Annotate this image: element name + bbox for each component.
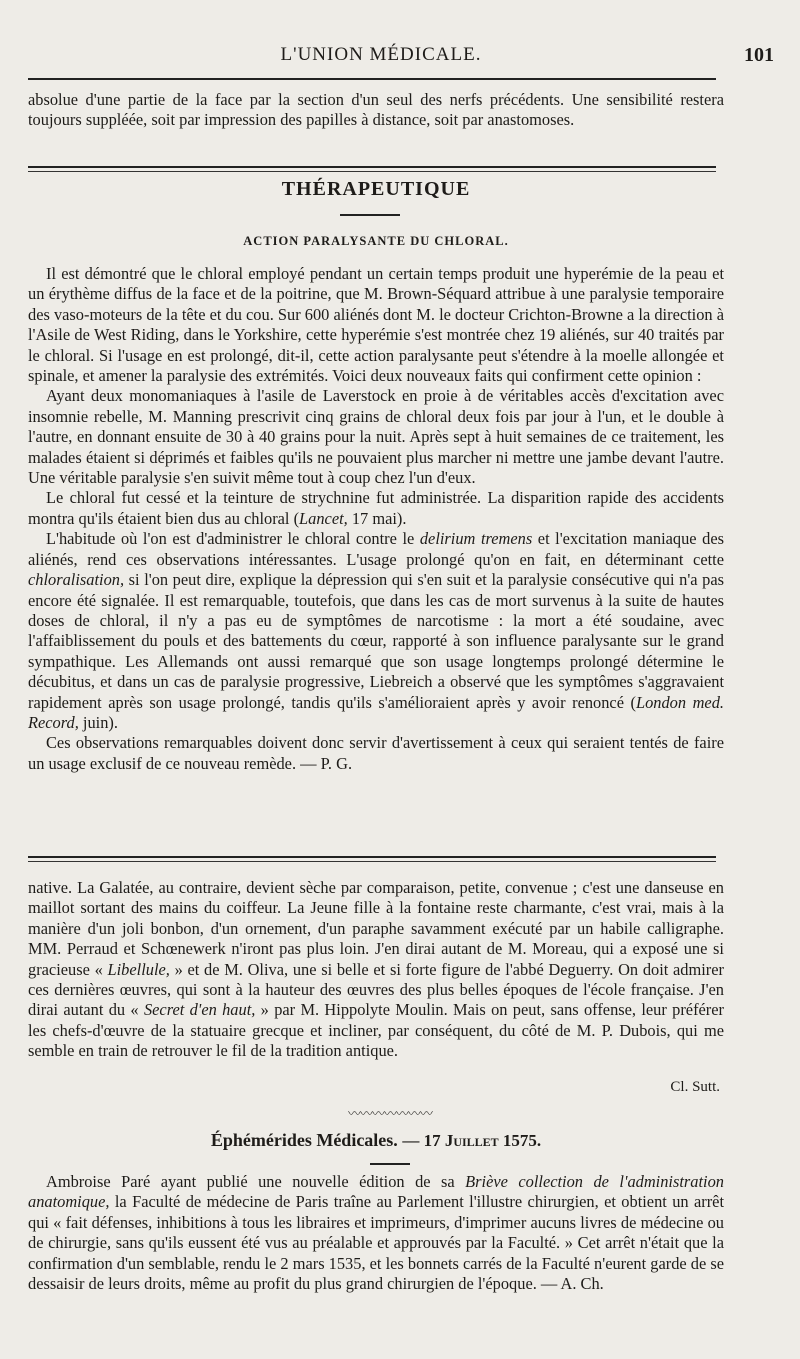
ephemerides-heading xyxy=(28,1130,724,1151)
therapeutique-body xyxy=(28,264,724,774)
paragraph-3-end: 17 mai). xyxy=(347,508,407,528)
feuilleton-part-b: » et de M. Oliva, une si belle et si forte figure de l'abbé Deguerry. On doit admirer ces dernières œuvres, qui sont à la hauteur des œuvres des plus belles époques de l'école française. J'en dirai autant du « xyxy=(28,959,724,1020)
ephemerides-body xyxy=(28,1172,724,1294)
therapeutique-paragraph-5: Ces observations remarquables doivent donc servir d'avertissement à ceux qui seraient tentés de faire un usage exclusif de ce nouveau remède. — P. G. xyxy=(28,733,724,773)
ephemerides-part-a: Ambroise Paré ayant publié une nouvelle édition de sa xyxy=(46,1172,466,1191)
brieve-collection-title: Briève collection de l'administration anatomique, xyxy=(28,1172,724,1212)
paragraph-4-part-a: L'habitude où l'on est d'administrer le chloral contre le xyxy=(46,529,420,549)
paragraph-4-part-c: si l'on peut dire, explique la dépression qui s'en suit et la paralysie consécutive qui n'a pas encore été signalée. Il est remarquable, toutefois, que dans les cas de mort survenus à la suite de hautes doses de chloral, il n'y a pas eu de symptômes de narcotisme : la mort a été soudaine, avec l'affaiblissement du pouls et des battements du cœur, rapporté à son influence paralysante sur le grand sympathique. Les Allemands ont aussi remarqué que son usage longtemps prolongé détermine le décubitus, et dans un cas de paralysie progressive, Liebreich a observé que les symptômes s'aggravaient rapidement après son usage prolongé, tandis qu'ils s'amélioraient après y avoir renoncé ( xyxy=(28,570,724,712)
therapeutique-paragraph-2: Ayant deux monomaniaques à l'asile de Laverstock en proie à de véritables accès d'excitation avec insomnie rebelle, M. Manning prescrivit cinq grains de chloral deux fois par jour à l'un, et le double à l'autre, en donnant ensuite de 30 à 40 grains pour la nuit. Après sept à huit semaines de ce traitement, les malades étaient si déprimés et faibles qu'ils ne pouvaient plus marcher ni mettre une jambe devant l'autre. Une véritable paralysie s'en suivit même tout à coup chez l'un d'eux. xyxy=(28,386,724,488)
ephemerides-underline xyxy=(370,1163,410,1165)
libellule-title: Libellule, xyxy=(107,959,170,979)
chloralisation-term: chloralisation, xyxy=(28,570,125,590)
paragraph-4-part-b: et l'excitation maniaque des aliénés, rend ces observations intéressantes. L'usage prolongé qu'on en fait, en déterminant cette xyxy=(28,529,724,569)
intro-paragraph xyxy=(28,90,724,131)
feuilleton-part-c: » par M. Hippolyte Moulin. Mais on peut, sans offense, leur préférer les chefs-d'œuvre de la statuaire grecque et incliner, par conséquent, du côté de M. P. Dubois, qui me semble en train de retrouver le fil de la tradition antique. xyxy=(28,1000,725,1061)
therapeutique-paragraph-1: Il est démontré que le chloral employé pendant un certain temps produit une hyperémie de la peau et un érythème diffus de la face et de la poitrine, que M. Brown-Séquard attribue à une paralysie temporaire des vaso-moteurs de la tête et du cou. Sur 600 aliénés dont M. le docteur Crichton-Browne a la direction à l'Asile de West Riding, dans le Yorkshire, cette hyperémie s'est montrée chez 19 aliénés, sur 40 traités par le chloral. Si l'usage en est prolongé, dit-il, cette action paralysante peut s'étendre à la moelle allongée et spinale, et amener la paralysie des extrémités. Voici deux nouveaux faits qui confirment cette opinion : xyxy=(28,264,724,386)
title-underline xyxy=(340,214,400,216)
page-number: 101 xyxy=(744,44,774,66)
ephemerides-date: — 17 Juillet 1575. xyxy=(402,1131,542,1150)
feuilleton-rule xyxy=(28,856,716,858)
intro-text: absolue d'une partie de la face par la section d'un seul des nerfs précédents. Une sensibilité restera toujours suppléée, soit par impression des papilles à distance, soit par anastomoses. xyxy=(28,90,724,130)
section-rule-top-thin xyxy=(28,171,716,172)
feuilleton-part-a: native. La Galatée, au contraire, devient sèche par comparaison, petite, convenue ; c'est une danseuse en maillot sortant des mains du coiffeur. La Jeune fille à la fontaine reste charmante, c'est vrai, mais à la manière d'un joli bonbon, d'un ornement, d'un paraphe savamment exécuté par un habile calligraphe. MM. Perraud et Schœnewerk n'iront pas plus loin. J'en dirai autant de M. Moreau, qui a exposé une si gracieuse « xyxy=(28,878,724,979)
delirium-tremens-term: delirium tremens xyxy=(419,529,533,549)
ephemerides-part-b: la Faculté de médecine de Paris traîne au Parlement l'illustre chirurgien, et obtient un arrêt qui « fait défenses, inhibitions à tous les libraires et imprimeurs, d'imprimer aucuns livres de médecine ou de chirurgie, sans qu'ils eussent été vus au préalable et approuvés par la Faculté. » Cet arrêt n'était que la confirmation d'un semblable, rendu le 2 mars 1535, et les bonnets carrés de la Faculté n'eurent garde de se dessaisir de leurs droits, même au profit du plus grand chirurgien de l'époque. — A. Ch. xyxy=(28,1192,724,1294)
feuilleton-body xyxy=(28,878,724,1062)
feuilleton-signature: Cl. Sutt. xyxy=(670,1079,720,1095)
ornament-divider: 〰〰〰〰〰〰〰 xyxy=(347,1106,432,1121)
therapeutique-paragraph-3 xyxy=(28,488,724,529)
paragraph-4-end: juin). xyxy=(78,712,118,732)
header-rule xyxy=(28,78,716,80)
paragraph-3-text: Le chloral fut cessé et la teinture de strychnine fut administrée. La disparition rapide des accidents montra qu'ils étaient bien dus au chloral ( xyxy=(28,488,724,528)
running-title: L'UNION MÉDICALE. xyxy=(280,44,482,65)
page-header xyxy=(28,38,774,78)
feuilleton-rule-thin xyxy=(28,861,716,862)
therapeutique-paragraph-4 xyxy=(28,529,724,733)
ephemerides-title: Éphémérides Médicales. xyxy=(210,1130,398,1150)
article-subheading: ACTION PARALYSANTE DU CHLORAL. xyxy=(243,234,509,248)
secret-title: Secret d'en haut, xyxy=(143,1000,256,1020)
lancet-citation: Lancet, xyxy=(299,508,348,528)
section-rule-top xyxy=(28,166,716,168)
ephemerides-paragraph xyxy=(28,1172,724,1294)
london-record-citation: London med. Record, xyxy=(28,692,724,732)
section-title: THÉRAPEUTIQUE xyxy=(281,178,471,200)
feuilleton-paragraph xyxy=(28,878,724,1062)
